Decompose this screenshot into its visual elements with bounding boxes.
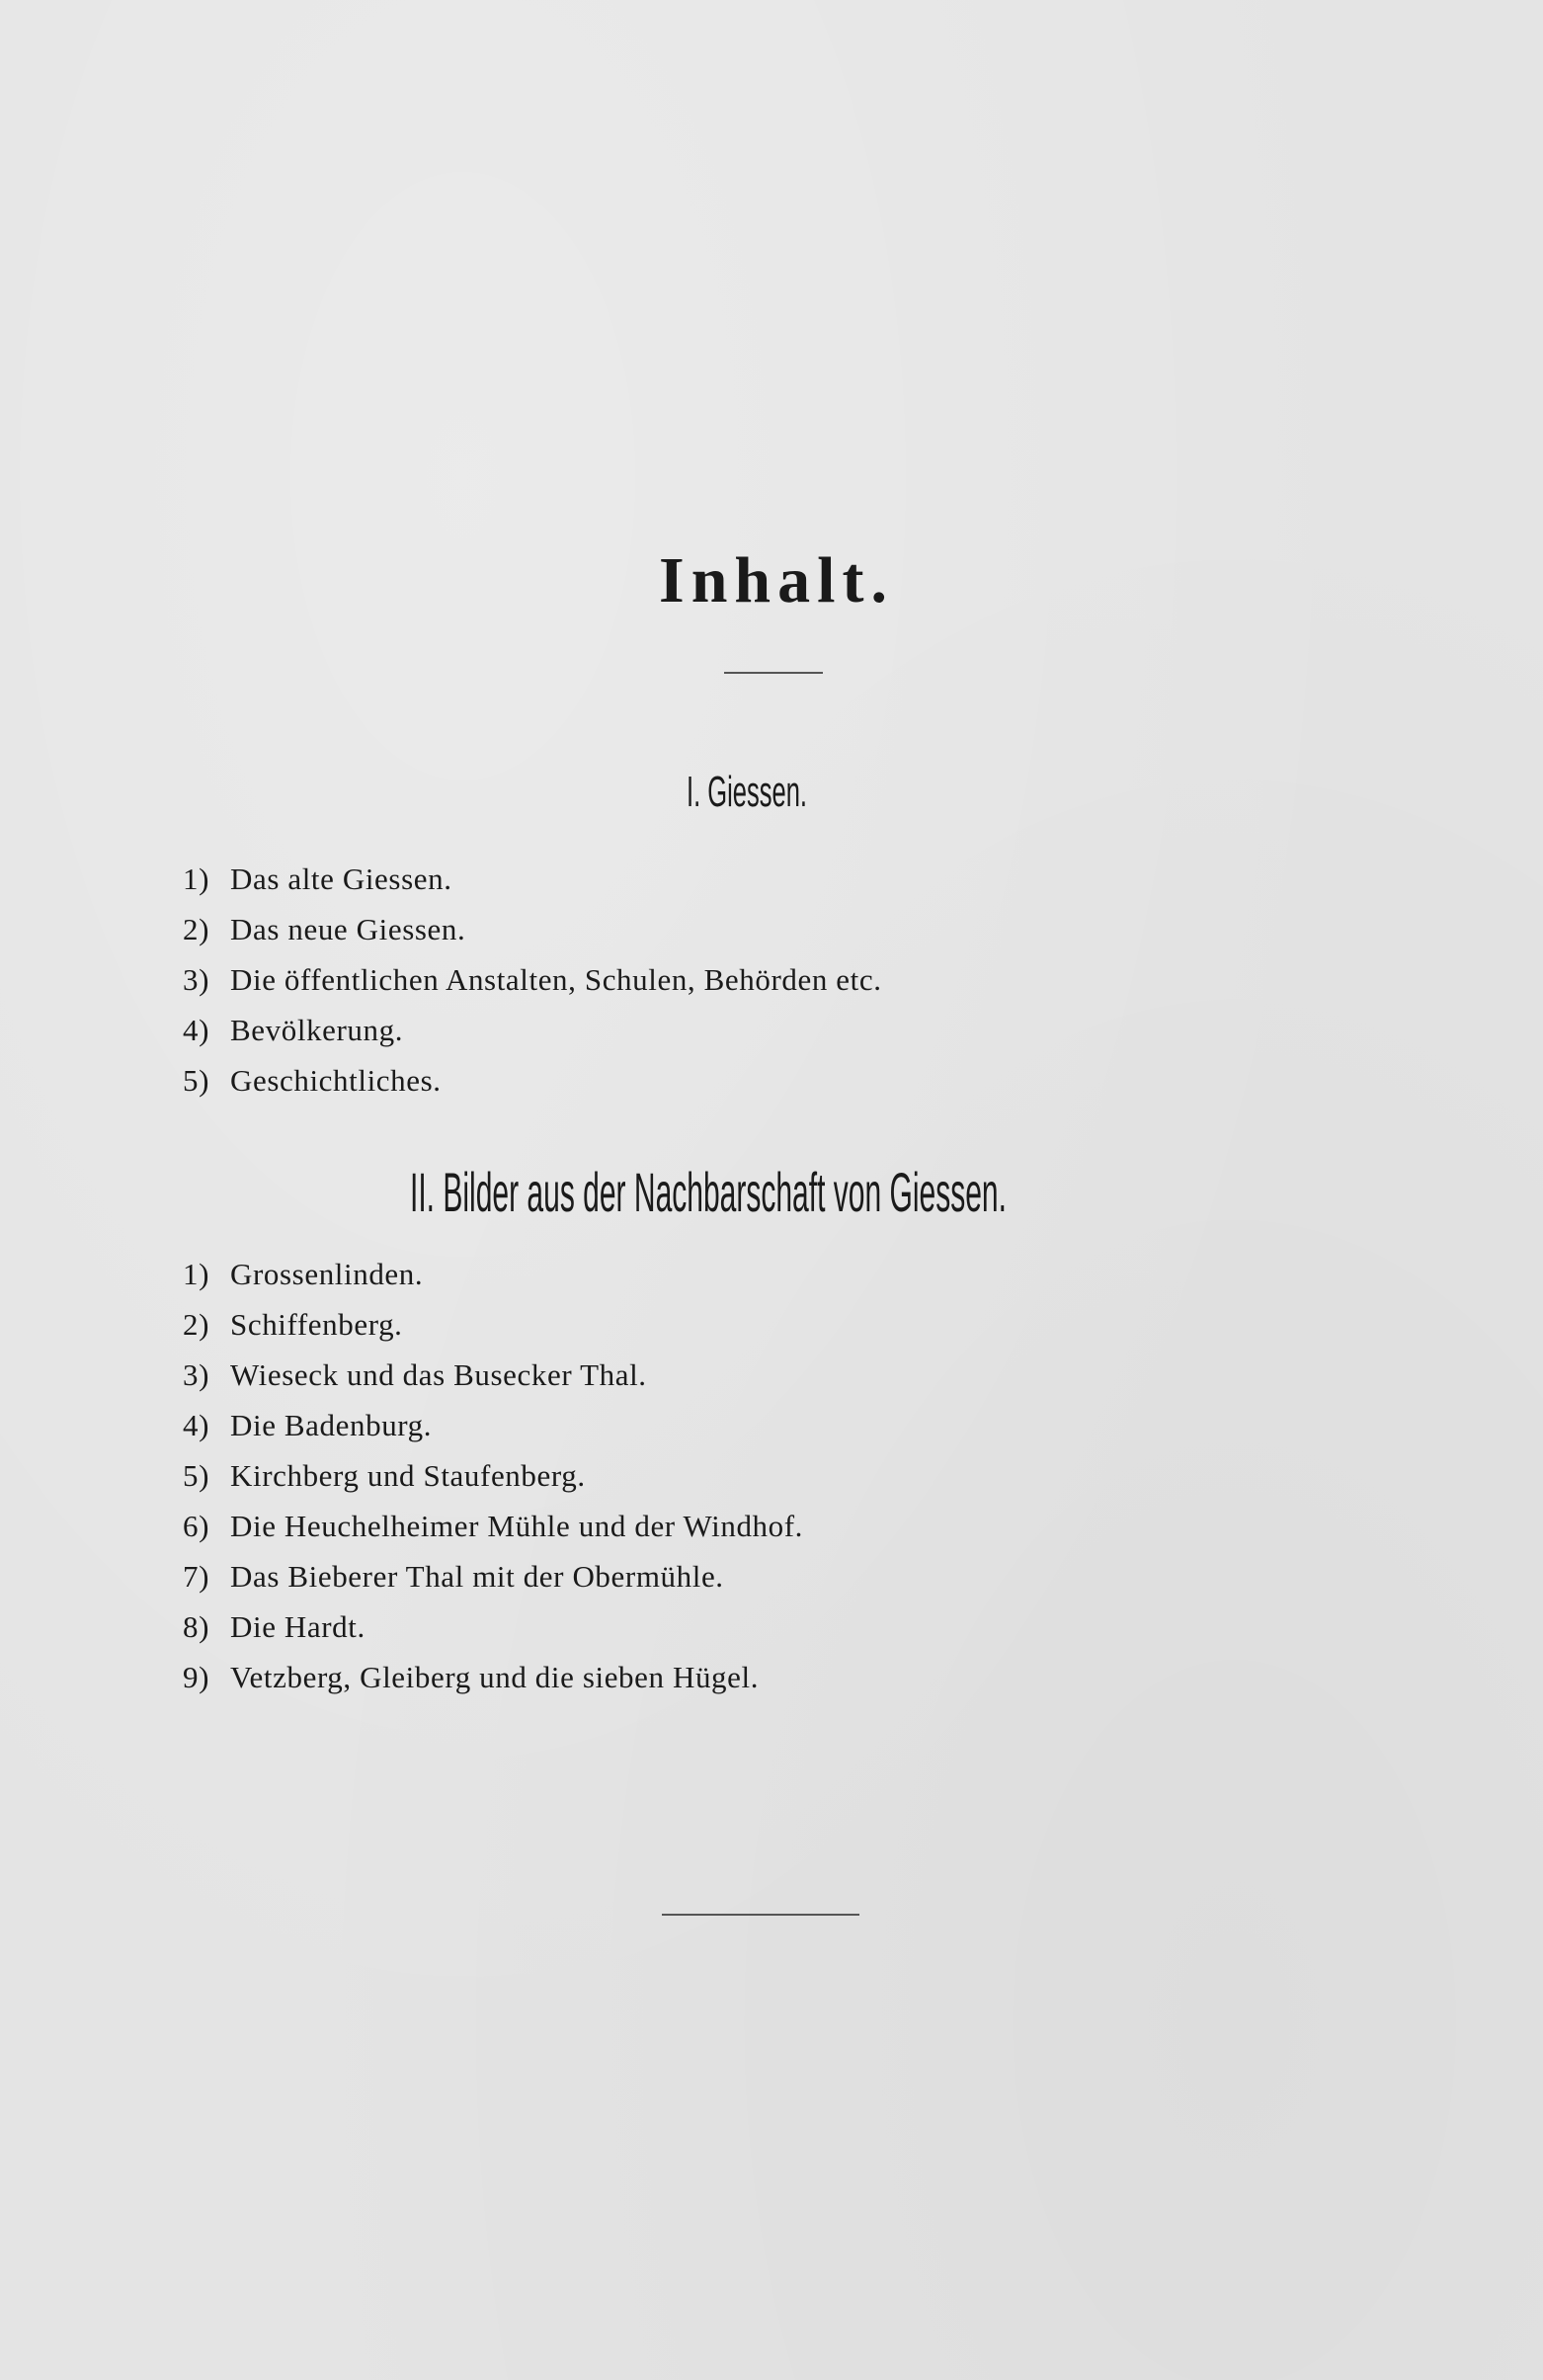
toc-item-text: Das Bieberer Thal mit der Obermühle.	[230, 1559, 724, 1594]
toc-item	[183, 954, 882, 1005]
toc-item-number: 2)	[183, 1307, 210, 1342]
toc-list-nachbarschaft	[183, 1249, 803, 1702]
toc-item-number: 1)	[183, 1257, 210, 1291]
toc-item-number: 2)	[183, 912, 210, 946]
toc-item-number: 9)	[183, 1660, 210, 1694]
toc-item	[183, 1055, 882, 1106]
section-heading-nachbarschaft: II. Bilder aus der Nachbarschaft von Giessen.	[410, 1161, 1007, 1223]
toc-item-number: 8)	[183, 1609, 210, 1644]
toc-item-number: 5)	[183, 1063, 210, 1098]
toc-item	[183, 1551, 803, 1601]
toc-item-number: 1)	[183, 862, 210, 896]
toc-item	[183, 1249, 803, 1299]
toc-item	[183, 1601, 803, 1652]
toc-item	[183, 854, 882, 904]
toc-item-text: Grossenlinden.	[230, 1257, 424, 1291]
toc-item-text: Die Hardt.	[230, 1609, 365, 1644]
toc-item-text: Vetzberg, Gleiberg und die sieben Hügel.	[230, 1660, 760, 1694]
toc-item-number: 3)	[183, 1357, 210, 1392]
toc-item	[183, 1450, 803, 1501]
toc-item-text: Schiffenberg.	[230, 1307, 403, 1342]
toc-item	[183, 1299, 803, 1350]
title-divider	[724, 672, 823, 674]
toc-item	[183, 1652, 803, 1702]
toc-item-text: Das neue Giessen.	[230, 912, 466, 946]
toc-item-text: Geschichtliches.	[230, 1063, 442, 1098]
section-heading-giessen: I. Giessen.	[687, 768, 807, 816]
toc-item-text: Wieseck und das Busecker Thal.	[230, 1357, 647, 1392]
toc-item-number: 4)	[183, 1408, 210, 1442]
toc-item	[183, 904, 882, 954]
toc-item-number: 3)	[183, 962, 210, 997]
toc-item-number: 7)	[183, 1559, 210, 1594]
page-title: Inhalt.	[659, 544, 894, 616]
toc-item	[183, 1501, 803, 1551]
end-divider	[662, 1914, 859, 1916]
toc-item	[183, 1400, 803, 1450]
toc-item	[183, 1350, 803, 1400]
toc-list-giessen	[183, 854, 882, 1106]
toc-item-text: Kirchberg und Staufenberg.	[230, 1458, 586, 1493]
toc-item-text: Das alte Giessen.	[230, 862, 452, 896]
toc-item-text: Die öffentlichen Anstalten, Schulen, Behörden etc.	[230, 962, 882, 997]
toc-item-number: 4)	[183, 1013, 210, 1047]
toc-item-text: Bevölkerung.	[230, 1013, 404, 1047]
toc-item-number: 5)	[183, 1458, 210, 1493]
toc-item	[183, 1005, 882, 1055]
toc-item-number: 6)	[183, 1509, 210, 1543]
toc-item-text: Die Heuchelheimer Mühle und der Windhof.	[230, 1509, 804, 1543]
toc-item-text: Die Badenburg.	[230, 1408, 433, 1442]
